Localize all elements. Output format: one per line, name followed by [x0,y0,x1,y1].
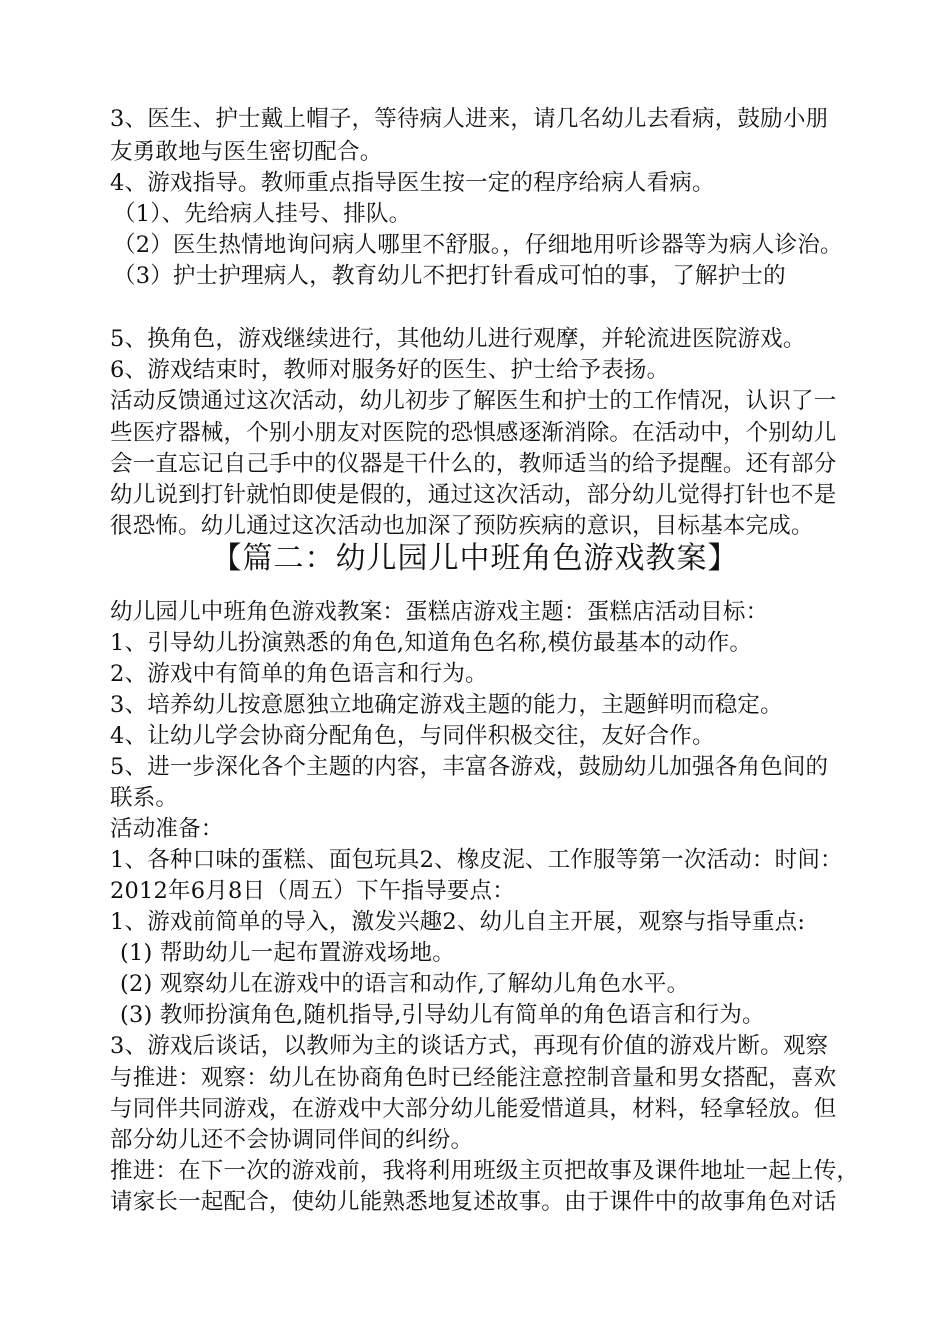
text-line: 1、引导幼儿扮演熟悉的角色,知道角色名称,模仿最基本的动作。 [110,630,753,656]
text-line: 3、医生、护士戴上帽子，等待病人进来，请几名幼儿去看病，鼓励小朋 [110,106,829,132]
text-line: 活动准备： [110,816,224,842]
text-line: 友勇敢地与医生密切配合。 [110,139,383,165]
text-line: 会一直忘记自己手中的仪器是干什么的，教师适当的给予提醒。还有部分 [110,451,837,477]
text-line: 与同伴共同游戏，在游戏中大部分幼儿能爱惜道具，材料，轻拿轻放。但 [110,1096,837,1122]
text-line: 5、进一步深化各个主题的内容，丰富各游戏，鼓励幼儿加强各角色间的 [110,754,829,780]
text-line: 6、游戏结束时，教师对服务好的医生、护士给予表扬。 [110,357,670,383]
text-line: 活动反馈通过这次活动，幼儿初步了解医生和护士的工作情况，认识了一 [110,388,837,414]
text-line: 联系。 [110,785,179,811]
text-line: 请家长一起配合，使幼儿能熟悉地复述故事。由于课件中的故事角色对话 [110,1189,837,1215]
section-heading: 【篇二：幼儿园儿中班角色游戏教案】 [211,541,739,576]
text-line: (1) 帮助幼儿一起布置游戏场地。 [120,940,455,966]
text-line: （2）医生热情地询问病人哪里不舒服。，仔细地用听诊器等为病人诊治。 [113,232,843,258]
text-line: 3、培养幼儿按意愿独立地确定游戏主题的能力，主题鲜明而稳定。 [110,692,783,718]
text-line: (3) 教师扮演角色,随机指导,引导幼儿有简单的角色语言和行为。 [120,1002,765,1028]
text-line: 幼儿园儿中班角色游戏教案：蛋糕店游戏主题：蛋糕店活动目标： [110,599,769,625]
text-line: 1、游戏前简单的导入，激发兴趣2、幼儿自主开展，观察与指导重点: [110,909,806,935]
text-line: 幼儿说到打针就怕即使是假的，通过这次活动，部分幼儿觉得打针也不是 [110,482,837,508]
text-line: (2) 观察幼儿在游戏中的语言和动作,了解幼儿角色水平。 [120,971,690,997]
text-line: 些医疗器械，个别小朋友对医院的恐惧感逐渐消除。在活动中，个别幼儿 [110,420,837,446]
text-line: 4、游戏指导。教师重点指导医生按一定的程序给病人看病。 [110,170,715,196]
text-line: 2012年6月8日（周五）下午指导要点： [110,878,515,904]
text-line: 2、游戏中有简单的角色语言和行为。 [110,661,488,687]
text-line: 部分幼儿还不会协调同伴间的纠纷。 [110,1127,474,1153]
text-line: （1）、先给病人挂号、排队。 [113,201,412,227]
text-line: 5、换角色，游戏继续进行，其他幼儿进行观摩，并轮流进医院游戏。 [110,326,806,352]
text-line: 4、让幼儿学会协商分配角色，与同伴积极交往，友好合作。 [110,723,715,749]
text-line: 1、各种口味的蛋糕、面包玩具2、橡皮泥、工作服等第一次活动：时间： [110,847,843,873]
text-line: 很恐怖。幼儿通过这次活动也加深了预防疾病的意识，目标基本完成。 [110,513,814,539]
text-line: 推进：在下一次的游戏前，我将利用班级主页把故事及课件地址一起上传， [110,1158,860,1184]
text-line: （3）护士护理病人，教育幼儿不把打针看成可怕的事，了解护士的 [113,263,786,289]
text-line: 与推进：观察：幼儿在协商角色时已经能注意控制音量和男女搭配，喜欢 [110,1065,837,1091]
text-line: 3、游戏后谈话，以教师为主的谈话方式，再现有价值的游戏片断。观察 [110,1033,829,1059]
